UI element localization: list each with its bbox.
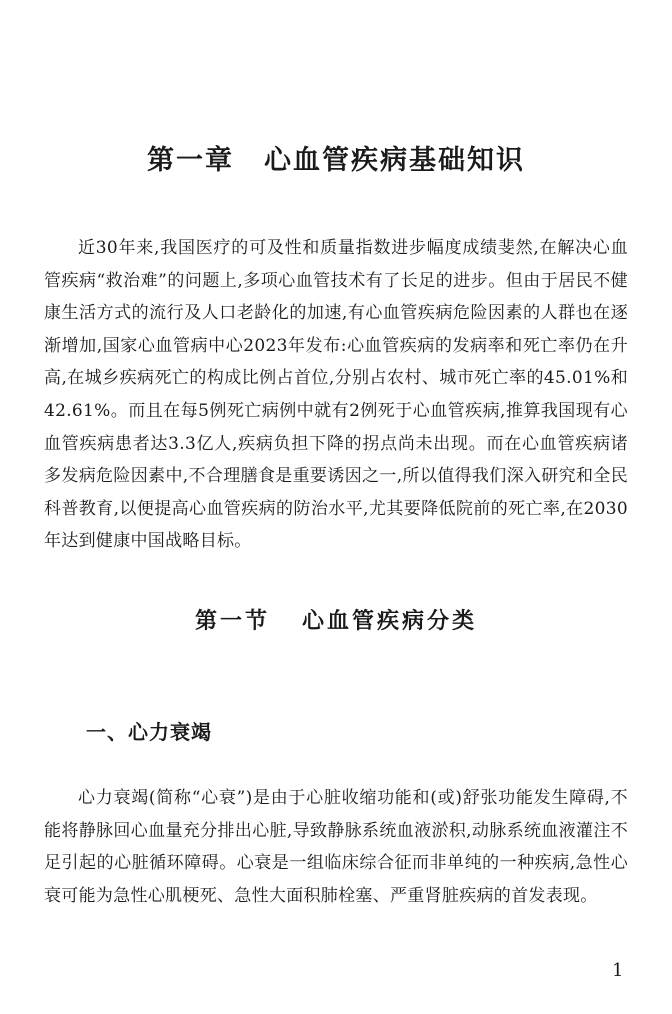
chapter-name: 心血管疾病基础知识 [264, 145, 525, 176]
subsection-heading: 一、心力衰竭 [86, 720, 212, 744]
heart-failure-paragraph: 心力衰竭(简称“心衰”)是由于心脏收缩功能和(或)舒张功能发生障碍,不能将静脉回心血量充分排出心脏,导致静脉系统血液淤积,动脉系统血液灌注不足引起的心脏循环障碍。心衰是一组临床综合征而非单纯的一种疾病,急性心衰可能为急性心肌梗死、急性大面积肺栓塞、严重肾脏疾病的首发表现。 [44, 788, 628, 906]
chapter-number: 第一章 [147, 145, 234, 176]
page-number: 1 [612, 960, 624, 981]
section-name: 心血管疾病分类 [302, 608, 478, 634]
section-number: 第一节 [194, 608, 270, 634]
intro-paragraph: 近30年来,我国医疗的可及性和质量指数进步幅度成绩斐然,在解决心血管疾病“救治难”的问题上,多项心血管技术有了长足的进步。但由于居民不健康生活方式的流行及人口老龄化的加速,有心血管疾病危险因素的人群也在逐渐增加,国家心血管病中心2023年发布:心血管疾病的发病率和死亡率仍在升高,在城乡疾病死亡的构成比例占首位,分别占农村、城市死亡率的45.01%和42.61%。而且在每5例死亡病例中就有2例死于心血管疾病,推算我国现有心血管疾病患者达3.3亿人,疾病负担下降的拐点尚未出现。而在心血管疾病诸多发病危险因素中,不合理膳食是重要诱因之一,所以值得我们深入研究和全民科普教育,以便提高心血管疾病的防治水平,尤其要降低院前的死亡率,在2030年达到健康中国战略目标。 [44, 238, 628, 552]
chapter-title [0, 138, 672, 177]
section-title [0, 604, 672, 635]
